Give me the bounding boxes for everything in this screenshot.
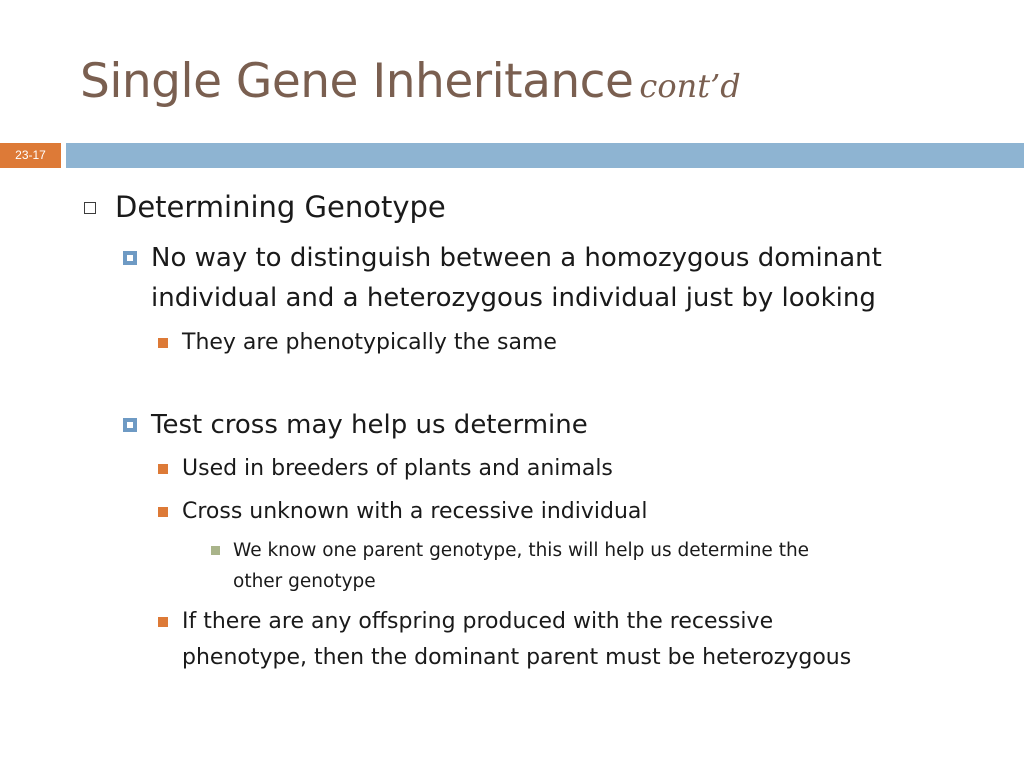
hollow-square-bullet-icon [84,202,96,214]
bullet-text-line-1: We know one parent genotype, this will help us determine the [233,540,810,561]
bullet-text-line-1: If there are any offspring produced with the recessive [182,609,774,634]
orange-square-bullet-icon [158,464,168,474]
bullet-text-line-2: other genotype [233,571,376,592]
square-bullet-icon [123,251,137,265]
bullet-text: Determining Genotype [115,190,446,224]
orange-square-bullet-icon [158,617,168,627]
bullet-text: Used in breeders of plants and animals [182,456,613,481]
slide-title-suffix: cont’d [639,67,741,105]
bullet-text-line-2: individual and a heterozygous individual just by looking [151,283,876,313]
orange-square-bullet-icon [158,338,168,348]
bullet-text: Cross unknown with a recessive individual [182,499,648,524]
orange-square-bullet-icon [158,507,168,517]
slide-number-badge: 23-17 [0,143,61,168]
olive-square-bullet-icon [211,546,220,555]
bullet-text: Test cross may help us determine [151,410,588,440]
bullet-text: They are phenotypically the same [182,330,557,355]
square-bullet-icon [123,418,137,432]
bullet-text-line-2: phenotype, then the dominant parent must be heterozygous [182,645,852,670]
slide-title-text: Single Gene Inheritance [80,54,634,109]
bullet-text-line-1: No way to distinguish between a homozygous dominant [151,243,882,273]
